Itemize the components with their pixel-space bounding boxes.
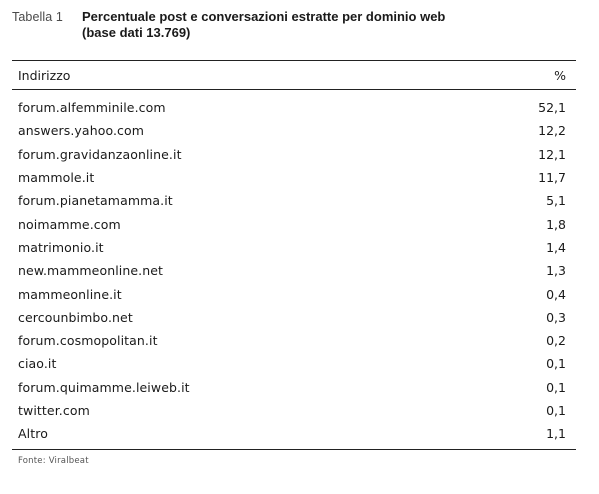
cell-address: forum.alfemminile.com [18,100,166,116]
cell-address: matrimonio.it [18,239,104,255]
table-caption [12,9,587,41]
cell-percent: 0,1 [546,403,566,418]
table-body [12,90,576,445]
cell-percent: 1,8 [546,216,566,232]
table-title [82,9,445,41]
cell-address: forum.gravidanzaonline.it [18,146,182,162]
table-row [12,306,576,329]
column-header-address: Indirizzo [18,67,71,83]
table-row [12,236,576,259]
table-row [12,189,576,212]
table-row [12,376,576,399]
cell-address: forum.quimamme.leiweb.it [18,379,190,395]
cell-percent: 5,1 [546,193,566,209]
table-row [12,329,576,352]
source-note: Fonte: Viralbeat [18,456,89,466]
cell-percent: 0,3 [546,309,566,325]
cell-percent: 52,1 [538,100,566,116]
table-row [12,259,576,282]
cell-percent: 12,1 [538,146,566,162]
cell-address: new.mammeonline.net [18,263,164,279]
table-title-line-2: (base dati 13.769) [82,25,191,40]
table-row [12,422,576,445]
table-number-label: Tabella 1 [12,10,63,24]
cell-percent: 1,3 [546,263,566,279]
table-row [12,282,576,305]
table-row [12,166,576,189]
cell-address: mammole.it [18,170,95,186]
cell-percent: 12,2 [538,123,566,139]
domain-percent-table [12,60,576,450]
table-title-line-1: Percentuale post e conversazioni estratte per dominio web [82,9,446,24]
table-row [12,119,576,142]
cell-address: Altro [18,426,48,442]
cell-address: ciao.it [18,356,57,372]
cell-percent: 0,2 [546,333,566,349]
cell-percent: 1,4 [546,239,566,255]
cell-percent: 0,1 [546,356,566,372]
cell-address: mammeonline.it [18,286,122,302]
table-row [12,352,576,375]
cell-percent: 11,7 [538,170,566,186]
table-row [12,143,576,166]
cell-address: cercounbimbo.net [18,309,133,325]
cell-address: twitter.com [18,403,90,418]
cell-percent: 0,1 [546,379,566,395]
column-header-percent: % [554,67,566,83]
table-row [12,96,576,119]
table-bottom-rule [12,449,576,450]
cell-address: noimamme.com [18,216,121,232]
table-row [12,212,576,235]
table-header-row [12,61,576,90]
table-row [12,399,576,422]
cell-address: forum.cosmopolitan.it [18,333,158,349]
cell-address: answers.yahoo.com [18,123,145,139]
cell-percent: 0,4 [546,286,566,302]
cell-address: forum.pianetamamma.it [18,193,173,209]
cell-percent: 1,1 [546,426,566,442]
